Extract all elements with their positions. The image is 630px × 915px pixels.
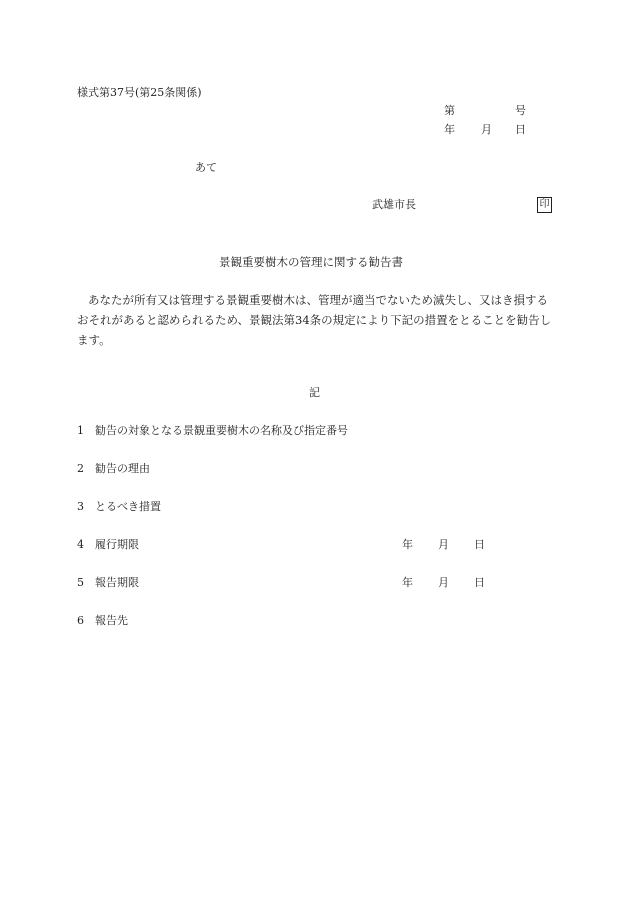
item-5	[77, 576, 139, 590]
item-4-day: 日	[474, 538, 485, 551]
item-number: 6	[77, 614, 84, 627]
item-number: 2	[77, 462, 84, 475]
item-3	[77, 500, 161, 514]
body-text: あなたが所有又は管理する景観重要樹木は、管理が適当でないため滅失し、又はき損するおそれがあると認められるため、景観法第34条の規定により下記の措置をとることを勧告します。	[77, 293, 552, 347]
seal-stamp: 印	[537, 197, 552, 213]
item-4	[77, 538, 139, 552]
item-label: 履行期限	[95, 538, 139, 551]
item-label: 勧告の対象となる景観重要樹木の名称及び指定番号	[95, 424, 348, 437]
date-year: 年	[444, 123, 455, 136]
item-2	[77, 462, 150, 476]
item-5-month: 月	[438, 576, 449, 589]
doc-number-prefix: 第	[444, 104, 455, 117]
issuer: 武雄市長	[372, 198, 416, 211]
date-day: 日	[515, 123, 526, 136]
doc-number-suffix: 号	[515, 104, 526, 117]
item-1	[77, 424, 348, 438]
date-month: 月	[481, 123, 492, 136]
addressee-suffix: あて	[195, 161, 217, 174]
document-title: 景観重要樹木の管理に関する勧告書	[219, 255, 403, 269]
item-6	[77, 614, 128, 628]
item-label: 報告先	[95, 614, 128, 627]
item-number: 4	[77, 538, 84, 551]
form-number: 様式第37号(第25条関係)	[77, 86, 202, 99]
item-5-day: 日	[474, 576, 485, 589]
item-4-month: 月	[438, 538, 449, 551]
item-number: 3	[77, 500, 84, 513]
item-4-year: 年	[402, 538, 413, 551]
ki-heading: 記	[309, 386, 320, 399]
item-label: 報告期限	[95, 576, 139, 589]
item-label: 勧告の理由	[95, 462, 150, 475]
item-number: 5	[77, 576, 84, 589]
item-label: とるべき措置	[95, 500, 161, 513]
item-number: 1	[77, 424, 84, 437]
item-5-year: 年	[402, 576, 413, 589]
